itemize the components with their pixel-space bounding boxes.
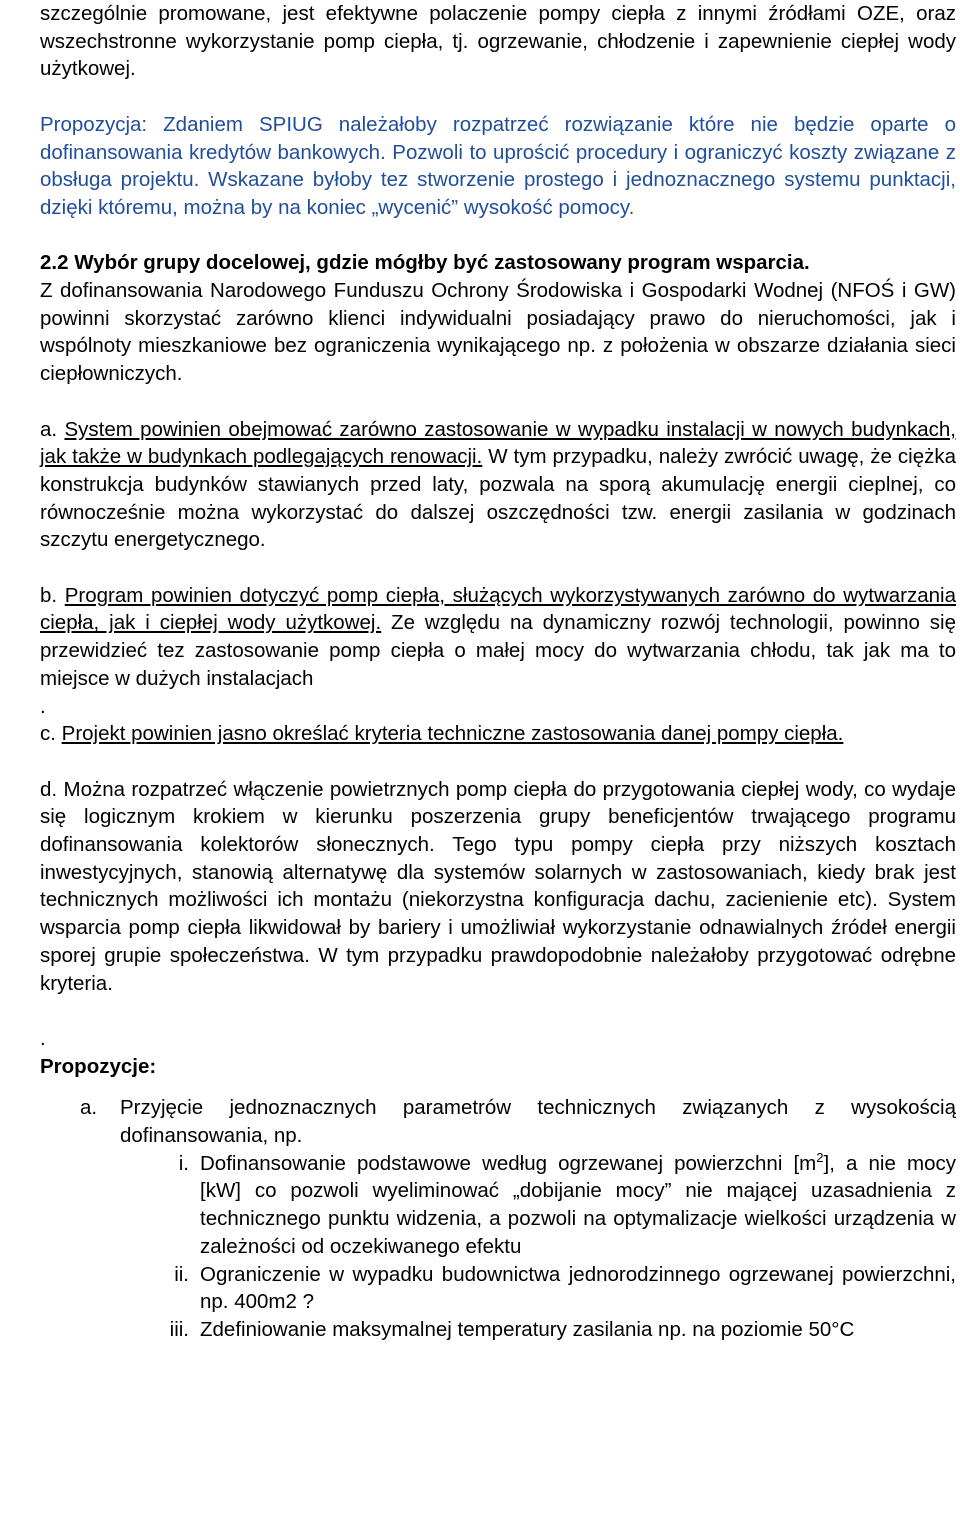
- document-page: [40, 0, 956, 1344]
- item-a-underlined: System powinien obejmować zarówno zastosowanie w wypadku instalacji w nowych budynkach, jak także w budynkach podlegających renowacji.: [40, 417, 956, 469]
- item-b-underlined: Program powinien dotyczyć pomp ciepła, służących wykorzystywanych zarówno do wytwarzania ciepła, jak i ciepłej wody użytkowej.: [40, 583, 956, 635]
- proposal-subitem-iii-text: Zdefiniowanie maksymalnej temperatury zasilania np. na poziomie 50°C: [200, 1317, 855, 1341]
- item-a-rest: W tym przypadku, należy zwrócić uwagę, że ciężka konstrukcja budynków stawianych przed laty, pozwala na sporą akumulację energii cieplnej, co równocześnie można wykorzystać do dalszej oszczędności tzw. energii zasilania w godzinach szczytu energetycznego.: [40, 445, 956, 552]
- item-d: [40, 776, 956, 998]
- proposal-label: Propozycja:: [40, 112, 148, 136]
- proposal-subitem-i-marker: i.: [178, 1151, 189, 1175]
- item-b: [40, 582, 956, 693]
- proposal-text-rest: Wskazane byłoby tez stworzenie prostego i jednoznacznego systemu punktacji, dzięki któremu, można by na koniec „wycenić” wysokość pomocy.: [40, 168, 956, 219]
- item-c-underlined: Projekt powinien jasno określać kryteria techniczne zastosowania danej pompy ciepła.: [61, 722, 844, 746]
- proposal-item-a-marker: a.: [80, 1096, 98, 1120]
- proposal-item-a: [80, 1094, 956, 1149]
- item-d-text: Można rozpatrzeć włączenie powietrznych pomp ciepła do przygotowania ciepłej wody, co wydaje się logicznym krokiem w kierunku poszerzenia grupy beneficjentów trwającego programu dofinansowania kolektorów słonecznych. Tego typu pompy ciepła przy niższych kosztach inwestycyjnych, stanowią alternatywę dla systemów solarnych w zastosowaniach, kiedy brak jest technicznych możliwości ich montażu (niekorzystna konfiguracja dachu, zacienienie etc). System wsparcia pomp ciepła likwidował by bariery i umożliwiał wykorzystanie odnawialnych źródeł energii sporej grupie społeczeństwa. W tym przypadku prawdopodobnie należałoby przygotować odrębne kryteria.: [40, 777, 956, 995]
- item-c: [40, 720, 956, 748]
- proposal-subitem-iii-marker: iii.: [169, 1317, 189, 1341]
- section-heading: 2.2 Wybór grupy docelowej, gdzie mógłby być zastosowany program wsparcia.: [40, 251, 810, 275]
- proposal-text-blue: Zdaniem SPIUG należałoby rozpatrzeć rozwiązanie które nie będzie oparte o dofinansowania kredytów bankowych. Pozwoli to uprościć procedury i ograniczyć koszty związane z obsługa projektu.: [40, 112, 956, 192]
- proposal-subitem-iii: [120, 1316, 956, 1344]
- item-c-marker: c.: [40, 722, 56, 746]
- intro-text: szczególnie promowane, jest efektywne polaczenie pompy ciepła z innymi źródłami OZE, oraz wszechstronne wykorzystanie pomp ciepła, tj. ogrzewanie, chłodzenie i zapewnienie ciepłej wody użytkowej.: [40, 2, 956, 81]
- proposal-item-a-text: Przyjęcie jednoznacznych parametrów technicznych związanych z wysokością dofinansowania, np.: [120, 1096, 956, 1148]
- intro-paragraph: [40, 0, 956, 83]
- proposals-heading: Propozycje:: [40, 1054, 157, 1078]
- item-a-marker: a.: [40, 417, 58, 441]
- proposal-subitem-i-text-1: Dofinansowanie podstawowe według ogrzewanej powierzchni [m: [200, 1151, 817, 1175]
- section-body: Z dofinansowania Narodowego Funduszu Ochrony Środowiska i Gospodarki Wodnej (NFOŚ i GW) powinni skorzystać zarówno klienci indywidualni posiadający prawo do nieruchomości, jak i wspólnoty mieszkaniowe bez ograniczenia wynikającego np. z położenia w obszarze działania sieci ciepłowniczych.: [40, 279, 956, 386]
- item-b-rest: Ze względu na dynamiczny rozwój technologii, powinno się przewidzieć tez zastosowanie pomp ciepła o małej mocy do wytwarzania chłodu, tak jak ma to miejsce w dużych instalacjach: [40, 611, 956, 690]
- item-d-marker: d.: [40, 777, 58, 801]
- proposal-subitem-i-text-2: ], a nie mocy [kW] co pozwoli wyeliminować „dobijanie mocy” nie mającej uzasadnienia z technicznego punktu widzenia, a pozwoli na optymalizacje wielkości urządzenia w zależności od oczekiwanego efektu: [200, 1151, 956, 1258]
- proposal-subitem-i-text: [200, 1150, 956, 1261]
- proposal-subitem-ii-text: Ograniczenie w wypadku budownictwa jednorodzinnego ogrzewanej powierzchni, np. 400m2 ?: [200, 1262, 956, 1314]
- stray-dot-1: .: [40, 694, 46, 718]
- proposal-paragraph: [40, 111, 956, 222]
- item-a: [40, 416, 956, 555]
- proposal-subitem-i: [120, 1150, 956, 1261]
- stray-dot-2: .: [40, 1026, 46, 1050]
- item-b-marker: b.: [40, 583, 58, 607]
- proposal-subitem-ii-marker: ii.: [174, 1262, 189, 1286]
- proposal-subitem-i-sup: 2: [816, 1149, 824, 1165]
- proposal-subitem-ii: [120, 1261, 956, 1316]
